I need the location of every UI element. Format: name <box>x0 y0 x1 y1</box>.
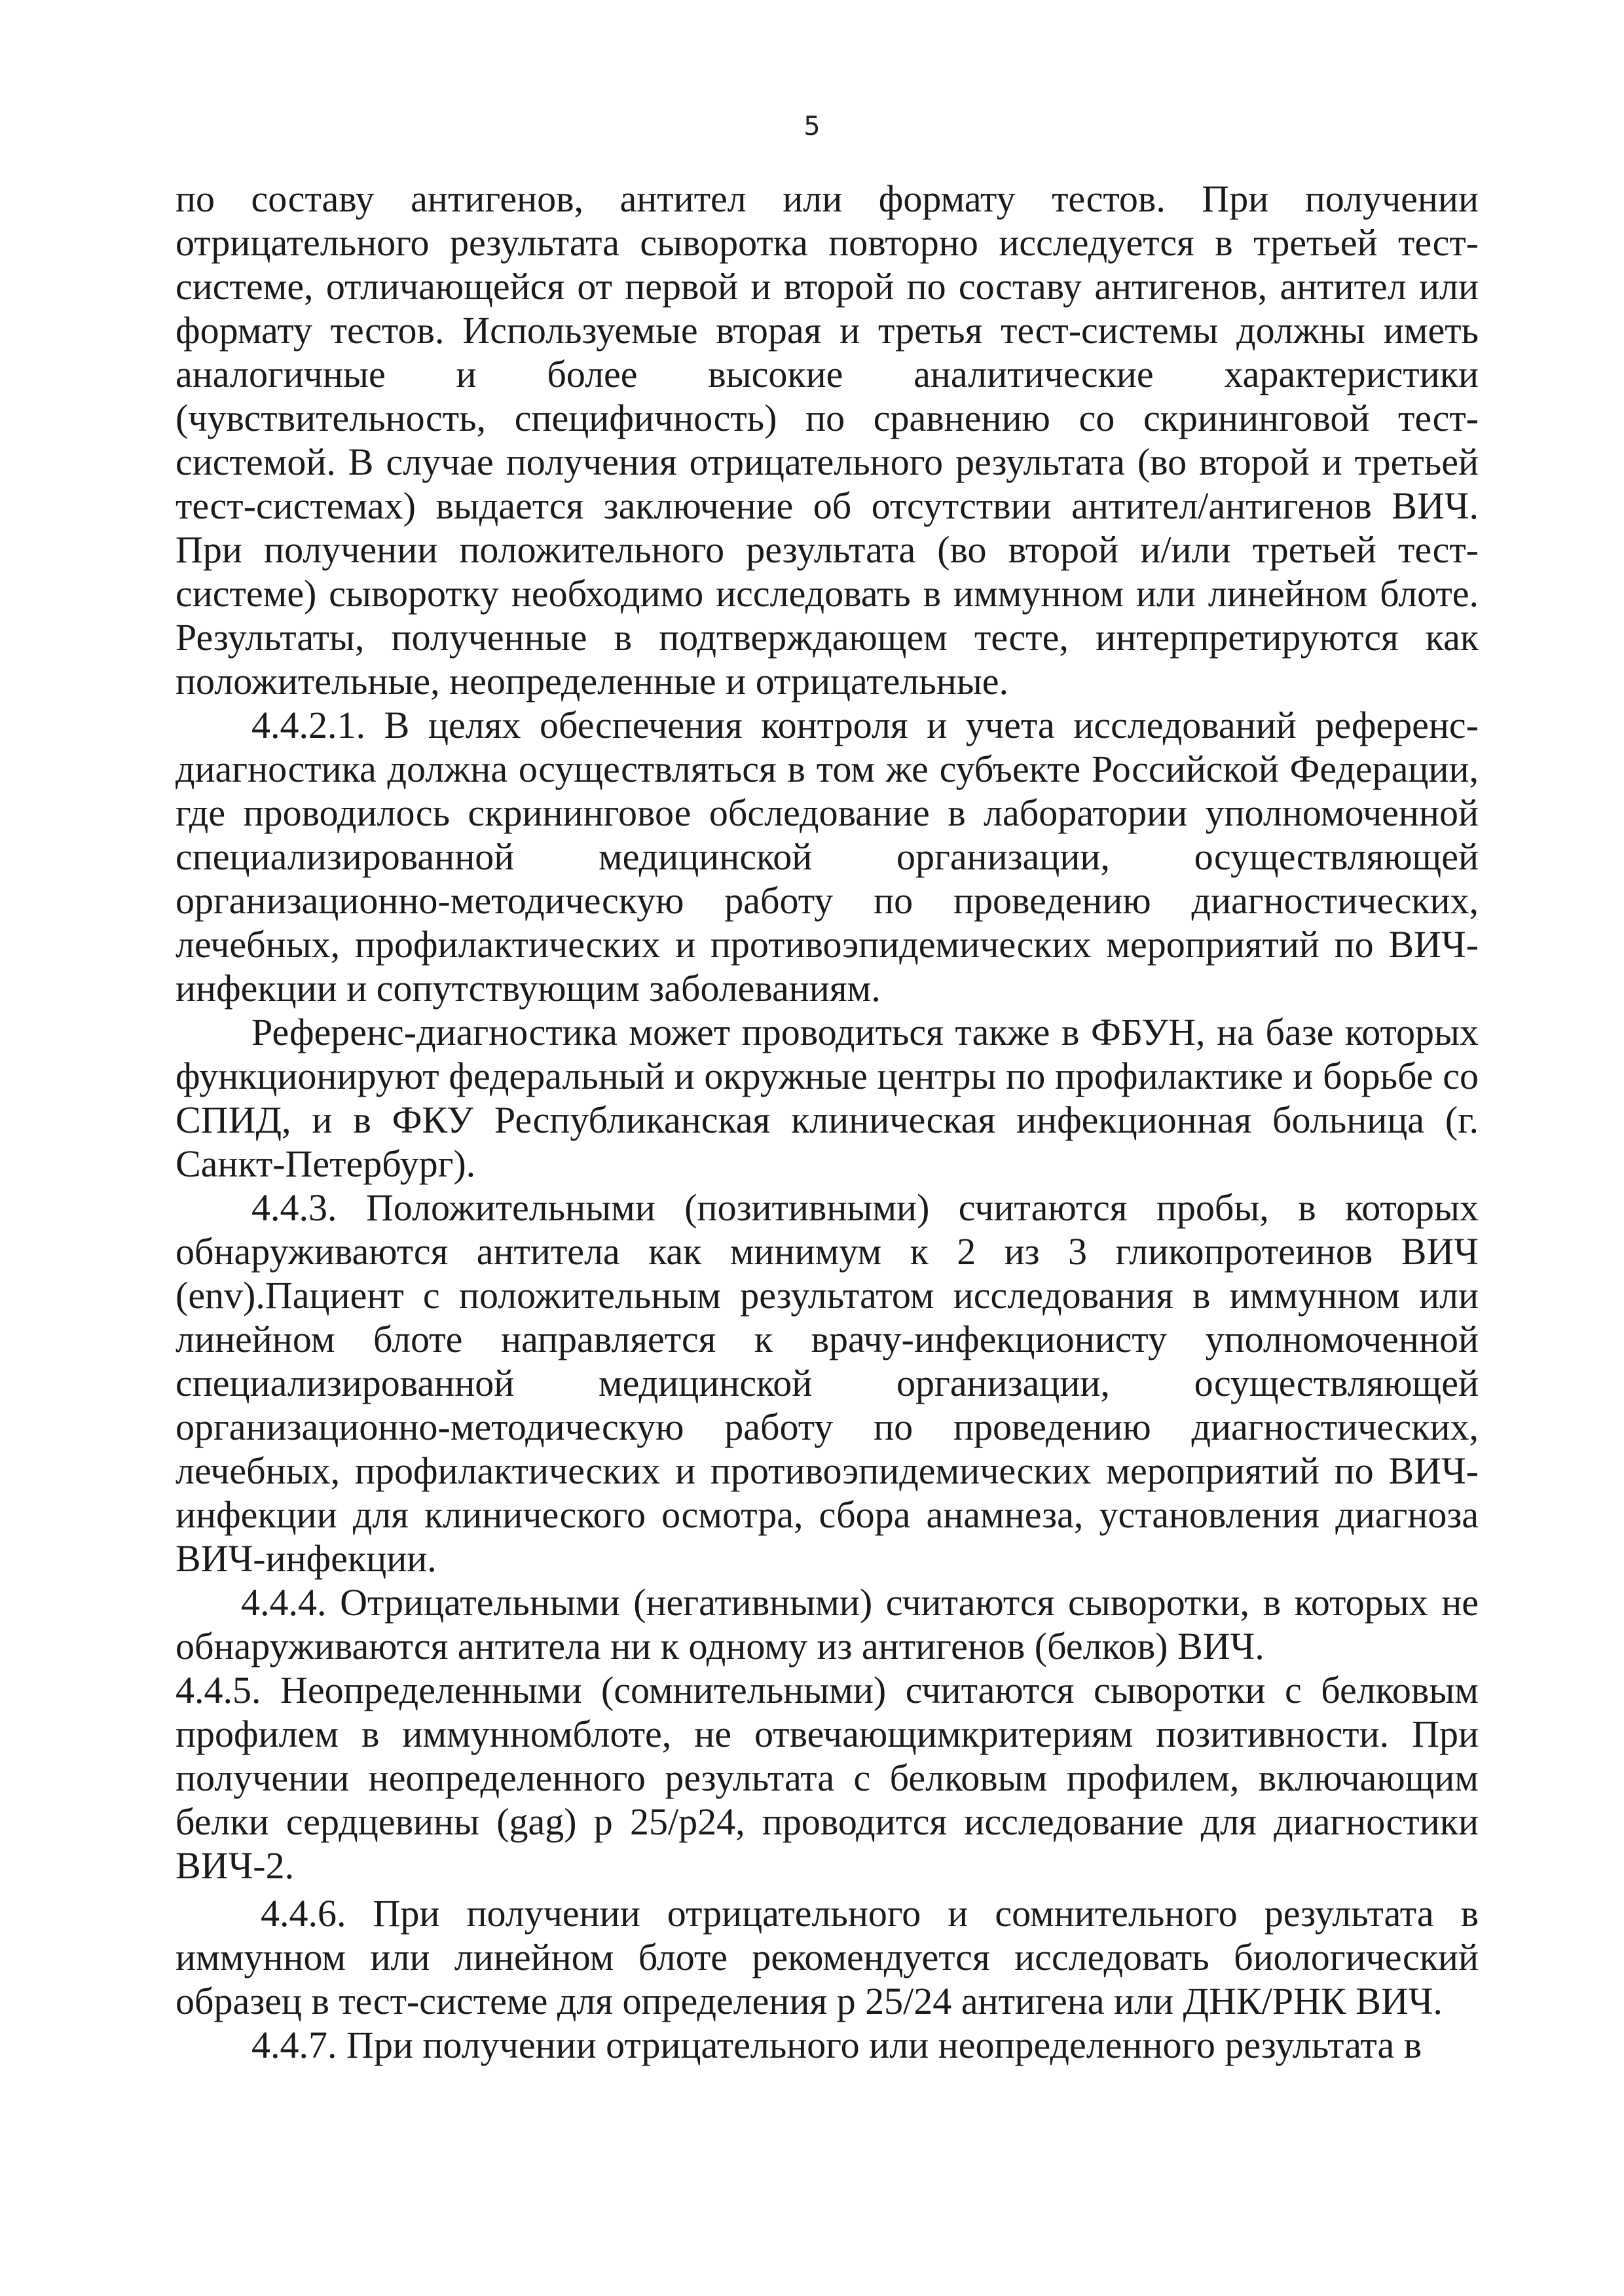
page-number: 5 <box>803 111 821 141</box>
document-body <box>175 177 1479 2067</box>
paragraph-reference-diagnostics: Референс-диагностика может проводиться также в ФБУН, на базе которых функционируют федеральный и окружные центры по профилактике и борьбе со СПИД, и в ФКУ Республиканская клиническая инфекционная больница (г. Санкт-Петербург). <box>175 1011 1479 1185</box>
paragraph-4-4-6: 4.4.6. При получении отрицательного и сомнительного результата в иммунном или линейном блоте рекомендуется исследовать биологический образец в тест-системе для определения р 25/24 антигена или ДНК/РНК ВИЧ. <box>175 1892 1479 2022</box>
paragraph-4-4-4: 4.4.4. Отрицательными (негативными) считаются сыворотки, в которых не обнаруживаются антитела ни к одному из антигенов (белков) ВИЧ. <box>175 1581 1479 1667</box>
paragraph-4-4-5: 4.4.5. Неопределенными (сомнительными) считаются сыворотки с белковым профилем в иммунномблоте, не отвечающимкритериям позитивности. При получении неопределенного результата с белковым профилем, включающим белки сердцевины (gag) р 25/р24, проводится исследование для диагностики ВИЧ-2. <box>175 1669 1479 1887</box>
paragraph-4-4-7: 4.4.7. При получении отрицательного или неопределенного результата в <box>251 2024 1422 2066</box>
paragraph-4-4-3: 4.4.3. Положительными (позитивными) считаются пробы, в которых обнаруживаются антитела как минимум к 2 из 3 гликопротеинов ВИЧ (env).Пациент с положительным результатом исследования в иммунном или линейном блоте направляется к врачу-инфекционисту уполномоченной специализированной медицинской организации, осуществляющей организационно-методическую работу по проведению диагностических, лечебных, профилактических и противоэпидемических мероприятий по ВИЧ-инфекции для клинического осмотра, сбора анамнеза, установления диагноза ВИЧ-инфекции. <box>175 1186 1479 1580</box>
paragraph-4-4-2-1: 4.4.2.1. В целях обеспечения контроля и учета исследований референс-диагностика должна осуществляться в том же субъекте Российской Федерации, где проводилось скрининговое обследование в лаборатории уполномоченной специализированной медицинской организации, осуществляющей организационно-методическую работу по проведению диагностических, лечебных, профилактических и противоэпидемических мероприятий по ВИЧ-инфекции и сопутствующим заболеваниям. <box>175 704 1479 1010</box>
paragraph-continuation: по составу антигенов, антител или формату тестов. При получении отрицательного результата сыворотка повторно исследуется в третьей тест-системе, отличающейся от первой и второй по составу антигенов, антител или формату тестов. Используемые вторая и третья тест-системы должны иметь аналогичные и более высокие аналитические характеристики (чувствительность, специфичность) по сравнению со скрининговой тест-системой. В случае получения отрицательного результата (во второй и третьей тест-системах) выдается заключение об отсутствии антител/антигенов ВИЧ. При получении положительного результата (во второй и/или третьей тест-системе) сыворотку необходимо исследовать в иммунном или линейном блоте. Результаты, полученные в подтверждающем тесте, интерпретируются как положительные, неопределенные и отрицательные. <box>175 177 1479 702</box>
